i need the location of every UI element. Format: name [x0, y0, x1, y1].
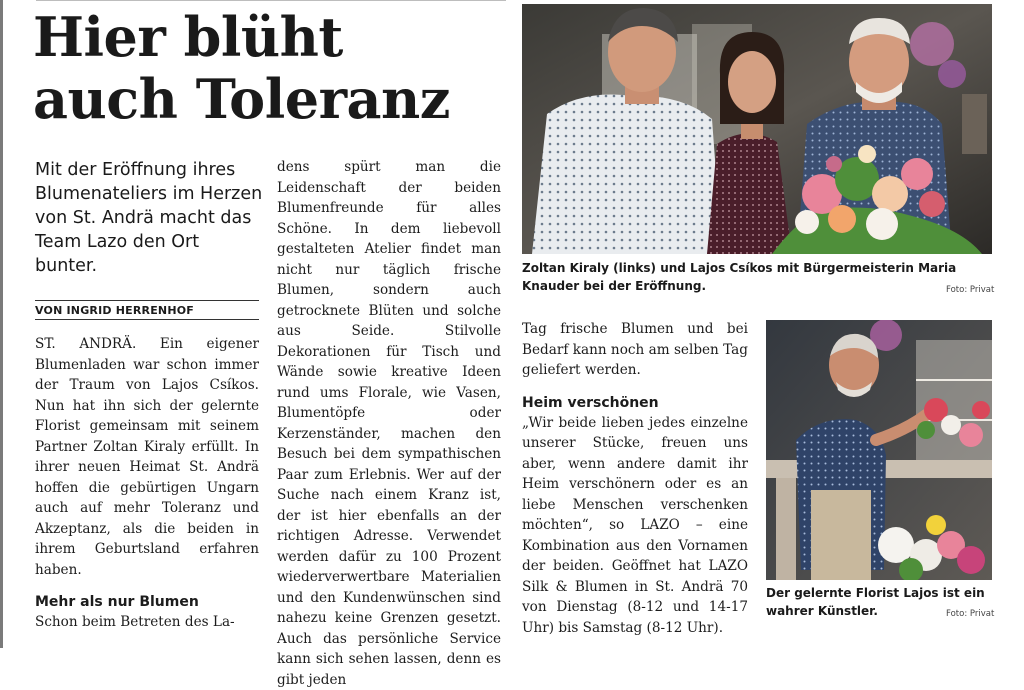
photo-2-caption: Der gelernte Florist Lajos ist ein wahrer Künstler. — [766, 586, 985, 618]
headline-line-1: Hier blüht — [33, 5, 343, 69]
headline-line-2: auch Toleranz — [33, 67, 450, 131]
photo-2-credit: Foto: Privat — [946, 609, 995, 619]
photo-opening-team — [522, 4, 992, 254]
body-paragraph-end: Tag frische Blumen und bei Bedarf kann noch am selben Tag geliefert werden. — [522, 321, 748, 378]
subhead-heim-verschoenen: Heim verschönen — [522, 394, 659, 411]
page-edge — [0, 0, 3, 648]
intro-paragraph: ST. ANDRÄ. Ein eigener Blumenladen war schon immer der Traum von Lajos Csíkos. Nun hat ihn sich der gelernte Florist gemeinsam mit seinem Partner Zoltan Kiraly erfüllt. In ihrer neuen Heimat St. Andrä hoffen die gebürtigen Ungarn auch auf mehr Toleranz und Akzeptanz, als die beiden in ihrem Geburtsland erfahren haben. — [35, 336, 259, 578]
body-paragraph-heim: „Wir beide lieben jedes einzelne unserer Stücke, freuen uns aber, wenn andere damit ihr Heim verschönern oder es an liebe Menschen verschenken möchten“, so LAZO – eine Kombination aus den Vornamen der beiden. Geöffnet hat LAZO Silk & Blumen in St. Andrä 70 von Dienstag (8-12 und 14-17 Uhr) bis Samstag (8-12 Uhr). — [522, 414, 748, 636]
text-column-1 — [35, 334, 259, 633]
byline: VON INGRID HERRENHOF — [35, 300, 259, 320]
subhead-mehr-als-nur-blumen: Mehr als nur Blumen — [35, 594, 199, 610]
top-rule — [36, 0, 506, 1]
body-paragraph-start: Schon beim Betreten des La- — [35, 614, 235, 630]
photo-florist-at-work — [766, 320, 992, 580]
article-lead: Mit der Eröffnung ihres Blumenateliers im Herzen von St. Andrä macht das Team Lazo den Ort bunter. — [35, 160, 263, 276]
body-paragraph-continued: dens spürt man die Leidenschaft der beiden Blumenfreunde für alles Schöne. In dem liebevoll gestalteten Atelier findet man nicht nur täglich frische Blumen, sondern auch getrocknete Blüten und solche aus Seide. Stilvolle Dekorationen für Tisch und Wände sowie kreative Ideen rund ums Florale, wie Vasen, Blumentöpfe oder Kerzenständer, machen den Besuch bei dem sympathischen Paar zum Erlebnis. Wer auf der Suche nach einem Kranz ist, der ist hier ebenfalls an der richtigen Adresse. Verwendet werden dafür zu 100 Prozent wiederverwertbare Materialien und den Kundenwünschen sind nahezu keine Grenzen gesetzt. Auch das persönliche Service kann sich sehen lassen, denn es gibt jeden — [277, 159, 501, 688]
article-headline — [33, 6, 513, 130]
text-column-3 — [522, 319, 748, 638]
text-column-2 — [277, 157, 501, 690]
photo-1-caption: Zoltan Kiraly (links) und Lajos Csíkos mit Bürgermeisterin Maria Knauder bei der Eröffnung. — [522, 261, 957, 293]
photo-1-credit: Foto: Privat — [946, 285, 995, 295]
